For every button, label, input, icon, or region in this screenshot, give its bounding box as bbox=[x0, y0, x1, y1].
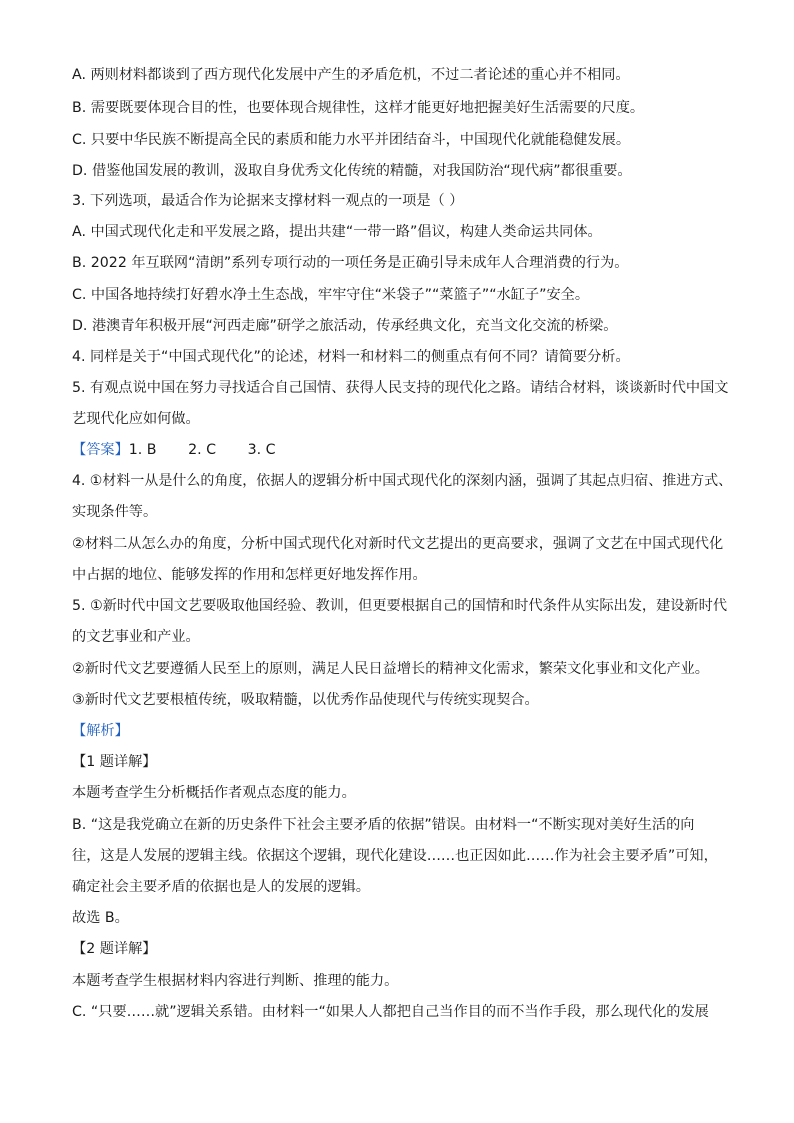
option-b-q3: B. 2022 年互联网“清朗”系列专项行动的一项任务是正确引导未成年人合理消费的行为。 bbox=[72, 255, 629, 271]
q1-detail-line1: 本题考查学生分析概括作者观点态度的能力。 bbox=[72, 785, 356, 801]
option-c-q2: C. 只要中华民族不断提高全民的素质和能力水平并团结奋斗，中国现代化就能稳健发展。 bbox=[72, 132, 631, 148]
answer-text: 1. B 2. C 3. C bbox=[128, 442, 276, 458]
option-c-q3: C. 中国各地持续打好碧水净土生态战，牢牢守住“米袋子”“菜篮子”“水缸子”安全。 bbox=[72, 287, 590, 303]
answer-5-line2: 的文艺事业和产业。 bbox=[72, 629, 200, 645]
analysis-label: 【解析】 bbox=[72, 723, 129, 739]
q2-detail-line1: 本题考查学生根据材料内容进行判断、推理的能力。 bbox=[72, 973, 399, 989]
q1-detail-line4: 确定社会主要矛盾的依据也是人的发展的逻辑。 bbox=[72, 879, 370, 895]
answer-5-line4: ③新时代文艺要根植传统，吸取精髓，以优秀作品使现代与传统实现契合。 bbox=[72, 692, 539, 708]
answer-4-line1: 4. ①材料一从是什么的角度，依据人的逻辑分析中国式现代化的深刻内涵，强调了其起点归宿、推进方式、 bbox=[72, 473, 733, 489]
q2-detail-heading: 【2 题详解】 bbox=[72, 941, 157, 957]
q1-detail-line3: 往，这是人发展的逻辑主线。依据这个逻辑，现代化建设……也正因如此……作为社会主要矛盾”可知， bbox=[72, 848, 718, 864]
option-a-q2: A. 两则材料都谈到了西方现代化发展中产生的矛盾危机，不过二者论述的重心并不相同。 bbox=[72, 67, 630, 83]
option-d-q2: D. 借鉴他国发展的教训，汲取自身优秀文化传统的精髓，对我国防治“现代病”都很重要。 bbox=[72, 163, 632, 179]
question-3: 3. 下列选项，最适合作为论据来支撑材料一观点的一项是（ ） bbox=[72, 193, 464, 209]
answer-5-line1: 5. ①新时代中国文艺要吸取他国经验、教训，但更要根据自己的国情和时代条件从实际出发，建设新时代 bbox=[72, 598, 728, 614]
answer-4-line2: 实现条件等。 bbox=[72, 504, 158, 520]
answer-line bbox=[72, 440, 732, 460]
q1-detail-line5: 故选 B。 bbox=[72, 910, 129, 926]
option-d-q3: D. 港澳青年积极开展“河西走廊”研学之旅活动，传承经典文化，充当文化交流的桥梁。 bbox=[72, 318, 618, 334]
question-4: 4. 同样是关于“中国式现代化”的论述，材料一和材料二的侧重点有何不同？请简要分析。 bbox=[72, 349, 630, 365]
option-a-q3: A. 中国式现代化走和平发展之路，提出共建“一带一路”倡议，构建人类命运共同体。 bbox=[72, 224, 602, 240]
question-5-line2: 艺现代化应如何做。 bbox=[72, 411, 200, 427]
option-b-q2: B. 需要既要体现合目的性，也要体现合规律性，这样才能更好地把握美好生活需要的尺度。 bbox=[72, 100, 645, 116]
answer-4-line3: ②材料二从怎么办的角度，分析中国式现代化对新时代文艺提出的更高要求，强调了文艺在中国式现代化 bbox=[72, 536, 724, 552]
answer-label: 【答案】 bbox=[72, 442, 129, 458]
answer-4-line4: 中占据的地位、能够发挥的作用和怎样更好地发挥作用。 bbox=[72, 567, 427, 583]
question-5-line1: 5. 有观点说中国在努力寻找适合自己国情、获得人民支持的现代化之路。请结合材料，谈谈新时代中国文 bbox=[72, 380, 729, 396]
q1-detail-heading: 【1 题详解】 bbox=[72, 754, 157, 770]
q1-detail-line2: B. “这是我党确立在新的历史条件下社会主要矛盾的依据”错误。由材料一“不断实现对美好生活的向 bbox=[72, 817, 695, 833]
q2-detail-line2: C. “只要……就”逻辑关系错。由材料一“如果人人都把自己当作目的而不当作手段，那么现代化的发展 bbox=[72, 1004, 709, 1020]
answer-5-line3: ②新时代文艺要遵循人民至上的原则，满足人民日益增长的精神文化需求，繁荣文化事业和文化产业。 bbox=[72, 661, 709, 677]
